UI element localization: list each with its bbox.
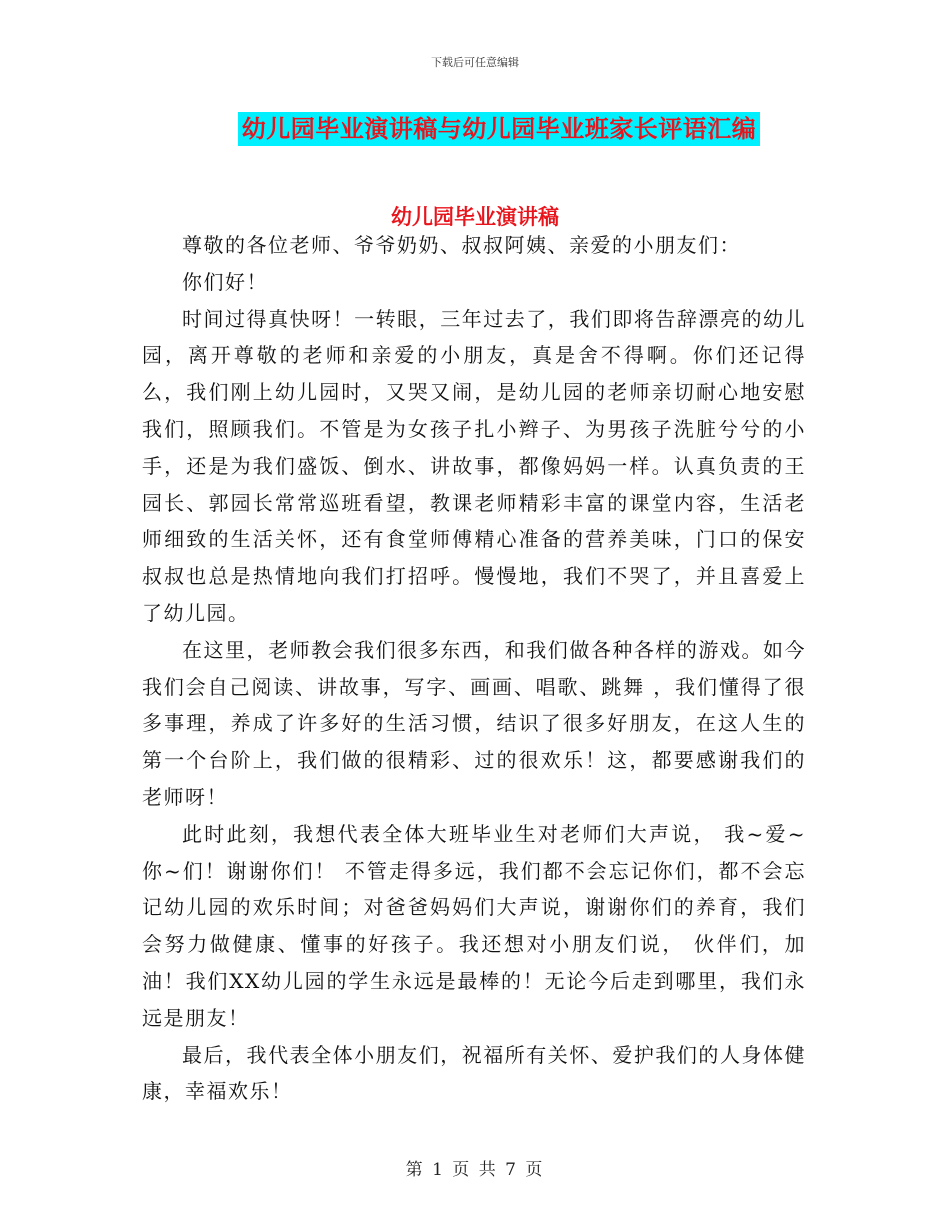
paragraph-thanks: 此时此刻，我想代表全体大班毕业生对老师们大声说， 我~爱~你~们！谢谢你们！ 不管走得多远，我们都不会忘记你们，都不会忘记幼儿园的欢乐时间；对爸爸妈妈们大声说，谢谢你们的养育，我们会努力做健康、懂事的好孩子。我还想对小朋友们说， 伙伴们，加油！我们XX幼儿园的学生永远是最棒的！无论今后走到哪里，我们永远是朋友！ (142, 821, 806, 1030)
page-number: 第 1 页 共 7 页 (405, 1160, 545, 1180)
header-note: 下载后可任意编辑 (431, 56, 519, 69)
paragraph-learning: 在这里，老师教会我们很多东西，和我们做各种各样的游戏。如今我们会自己阅读、讲故事，写字、画画、唱歌、跳舞 ，我们懂得了很多事理，养成了许多好的生活习惯，结识了很多好朋友，在这人生的第一个台阶上，我们做的很精彩、过的很欢乐！这，都要感谢我们的老师呀！ (142, 637, 806, 809)
paragraph-greeting: 你们好！ (182, 269, 268, 294)
section-title: 幼儿园毕业演讲稿 (391, 205, 559, 229)
speech-body (142, 227, 806, 1110)
paragraph-closing: 最后，我代表全体小朋友们，祝福所有关怀、爱护我们的人身体健康，幸福欢乐！ (142, 1042, 806, 1104)
document-title-container (0, 112, 950, 146)
paragraph-salutation: 尊敬的各位老师、爷爷奶奶、叔叔阿姨、亲爱的小朋友们： (182, 233, 741, 257)
paragraph-memories: 时间过得真快呀！一转眼，三年过去了，我们即将告辞漂亮的幼儿园，离开尊敬的老师和亲爱的小朋友，真是舍不得啊。你们还记得么，我们刚上幼儿园时，又哭又闹，是幼儿园的老师亲切耐心地安慰我们，照顾我们。不管是为女孩子扎小辫子、为男孩子洗脏兮兮的小手，还是为我们盛饭、倒水、讲故事，都像妈妈一样。认真负责的王园长、郭园长常常巡班看望，教课老师精彩丰富的课堂内容，生活老师细致的生活关怀，还有食堂师傅精心准备的营养美味，门口的保安叔叔也总是热情地向我们打招呼。慢慢地，我们不哭了，并且喜爱上了幼儿园。 (142, 306, 806, 625)
document-title: 幼儿园毕业演讲稿与幼儿园毕业班家长评语汇编 (238, 112, 761, 146)
